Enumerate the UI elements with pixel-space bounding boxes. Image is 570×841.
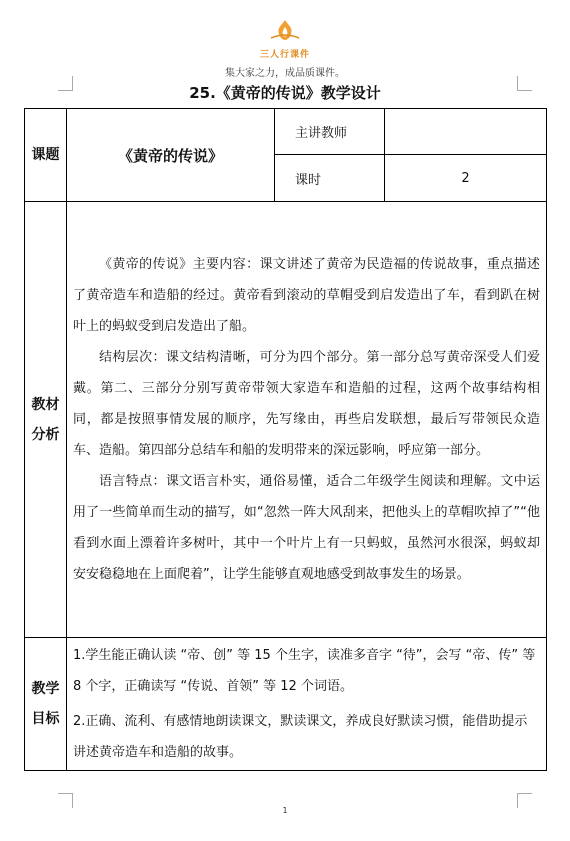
analysis-paragraph-content: 《黄帝的传说》主要内容：课文讲述了黄帝为民造福的传说故事，重点描述了黄帝造车和造船的经过。黄帝看到滚动的草帽受到启发造出了车，看到趴在树叶上的蚂蚁受到启发造出了船。 — [73, 257, 540, 334]
teacher-label-cell — [275, 109, 385, 155]
teacher-value-cell — [385, 109, 547, 155]
periods-label: 课时 — [295, 172, 322, 188]
analysis-content-cell — [67, 202, 547, 638]
analysis-label-line-1: 教材 — [31, 396, 60, 413]
goals-label-line-2: 目标 — [31, 711, 60, 727]
analysis-label-cell — [25, 202, 67, 638]
goals-content-cell — [67, 638, 547, 771]
lesson-name-cell — [67, 109, 275, 202]
analysis-paragraph-structure: 结构层次：课文结构清晰，可分为四个部分。第一部分总写黄帝深受人们爱戴。第二、三部分分别写黄帝带领大家造车和造船的过程，这两个故事结构相同，都是按照事情发展的顺序，先写缘由，再些启发联想，最后写带领民众造车、造船。第四部分总结车和船的发明带来的深远影响，呼应第一部分。 — [73, 350, 540, 458]
goal-item-2: 2.正确、流利、有感情地朗读课文，默读课文，养成良好默读习惯，能借助提示讲述黄帝造车和造船的故事。 — [73, 714, 528, 760]
lesson-plan-table — [24, 108, 547, 771]
goal-item-1: 1.学生能正确认读 “帝、创” 等 15 个生字，读准多音字 “待”，会写 “帝、传” 等 8 个字，正确读写 “传说、首领” 等 12 个词语。 — [73, 648, 536, 694]
goals-label-cell — [25, 638, 67, 771]
topic-label-cell — [25, 109, 67, 202]
topic-label: 课题 — [31, 147, 60, 163]
page-number: 1 — [282, 806, 288, 815]
logo-flame-icon — [265, 18, 305, 42]
analysis-label-line-2: 分析 — [31, 426, 60, 443]
lesson-name: 《黄帝的传说》 — [117, 146, 223, 165]
periods-value: 2 — [461, 170, 470, 186]
teacher-label: 主讲教师 — [295, 126, 348, 141]
analysis-paragraph-language: 语言特点：课文语言朴实，通俗易懂，适合二年级学生阅读和理解。文中运用了一些简单而生动的描写，如“忽然一阵大风刮来，把他头上的草帽吹掉了”“他看到水面上漂着许多树叶，其中一个叶片上有一只蚂蚁，虽然河水很深，蚂蚁却安安稳稳地在上面爬着”，让学生能够直观地感受到故事发生的场景。 — [73, 474, 540, 582]
logo-text: 三人行课件 — [259, 50, 310, 60]
document-title: 25.《黄帝的传说》教学设计 — [189, 84, 381, 102]
periods-label-cell — [275, 155, 385, 202]
publisher-logo — [230, 18, 340, 60]
goals-label-line-1: 教学 — [31, 681, 60, 697]
periods-value-cell — [385, 155, 547, 202]
slogan: 集大家之力，成品质课件。 — [225, 68, 345, 79]
